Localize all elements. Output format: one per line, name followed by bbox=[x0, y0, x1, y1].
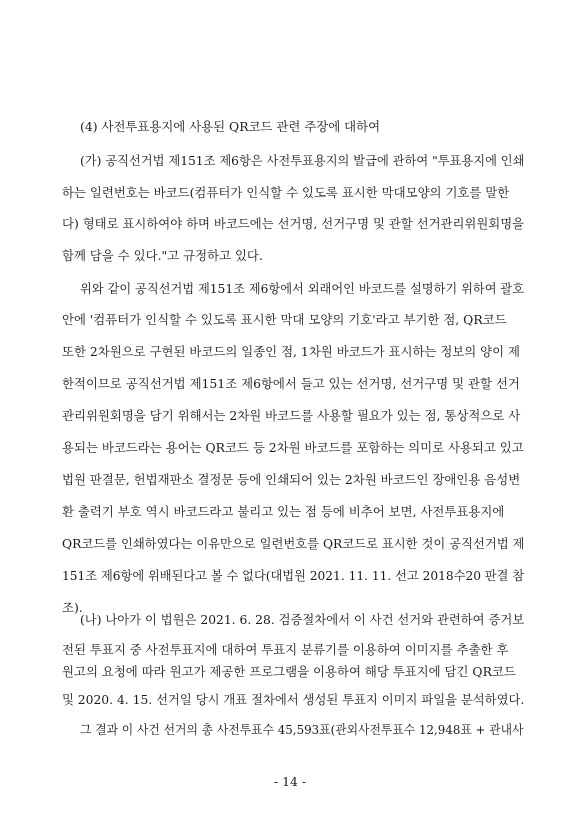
paragraph-na-line: 전된 투표지 중 사전투표지에 대하여 투표지 분류기를 이용하여 이미지를 추출한 후 bbox=[62, 642, 509, 657]
paragraph-ga-line: 하는 일련번호는 바코드(컴퓨터가 인식할 수 있도록 표시한 막대모양의 기호를 말한 bbox=[62, 185, 510, 200]
paragraph-reasoning-line: 151조 제6항에 위배된다고 볼 수 없다(대법원 2021. 11. 11. 선고 2018수20 판결 참 bbox=[62, 568, 525, 583]
page-number: - 14 - bbox=[273, 774, 307, 789]
paragraph-reasoning-line: 환 출력기 부호 역시 바코드라고 불리고 있는 점 등에 비추어 보면, 사전투표용지에 bbox=[62, 504, 505, 519]
paragraph-reasoning-line: QR코드를 인쇄하였다는 이유만으로 일련번호를 QR코드로 표시한 것이 공직선거법 제 bbox=[62, 536, 525, 551]
paragraph-reasoning-line: 조). bbox=[62, 600, 83, 615]
section-heading: (4) 사전투표용지에 사용된 QR코드 관련 주장에 대하여 bbox=[80, 119, 381, 134]
paragraph-reasoning-line: 한적이므로 공직선거법 제151조 제6항에서 들고 있는 선거명, 선거구명 및 관할 선거 bbox=[62, 376, 520, 391]
paragraph-reasoning-line: 용되는 바코드라는 용어는 QR코드 등 2차원 바코드를 포함하는 의미로 사용되고 있고 bbox=[62, 440, 524, 455]
paragraph-reasoning-line: 관리위원회명을 담기 위해서는 2차원 바코드를 사용할 필요가 있는 점, 통상적으로 사 bbox=[62, 408, 521, 423]
paragraph-na-line: (나) 나아가 이 법원은 2021. 6. 28. 검증절차에서 이 사건 선거와 관련하여 증거보 bbox=[80, 612, 525, 627]
paragraph-reasoning-line: 위와 같이 공직선거법 제151조 제6항에서 외래어인 바코드를 설명하기 위하여 괄호 bbox=[80, 281, 525, 296]
paragraph-na-line: 및 2020. 4. 15. 선거일 당시 개표 절차에서 생성된 투표지 이미지 파일을 분석하였다. bbox=[62, 692, 525, 707]
paragraph-reasoning-line: 또한 2차원으로 구현된 바코드의 일종인 점, 1차원 바코드가 표시하는 정보의 양이 제 bbox=[62, 344, 521, 359]
paragraph-ga-line: (가) 공직선거법 제151조 제6항은 사전투표용지의 발급에 관하여 "투표용지에 인쇄 bbox=[80, 153, 525, 168]
paragraph-result-line: 그 결과 이 사건 선거의 총 사전투표수 45,593표(관외사전투표수 12,948표 + 관내사 bbox=[80, 722, 524, 737]
paragraph-reasoning-line: 법원 판결문, 헌법재판소 결정문 등에 인쇄되어 있는 2차원 바코드인 장애인용 음성변 bbox=[62, 472, 521, 487]
paragraph-reasoning-line: 안에 '컴퓨터가 인식할 수 있도록 표시한 막대 모양의 기호'라고 부기한 점, QR코드 bbox=[62, 312, 507, 327]
paragraph-na-line: 원고의 요청에 따라 원고가 제공한 프로그램을 이용하여 해당 투표지에 담긴 QR코드 bbox=[62, 664, 516, 679]
paragraph-ga-line: 다) 형태로 표시하여야 하며 바코드에는 선거명, 선거구명 및 관할 선거관리위원회명을 bbox=[62, 216, 525, 231]
paragraph-ga-line: 함께 담을 수 있다."고 규정하고 있다. bbox=[62, 248, 263, 263]
